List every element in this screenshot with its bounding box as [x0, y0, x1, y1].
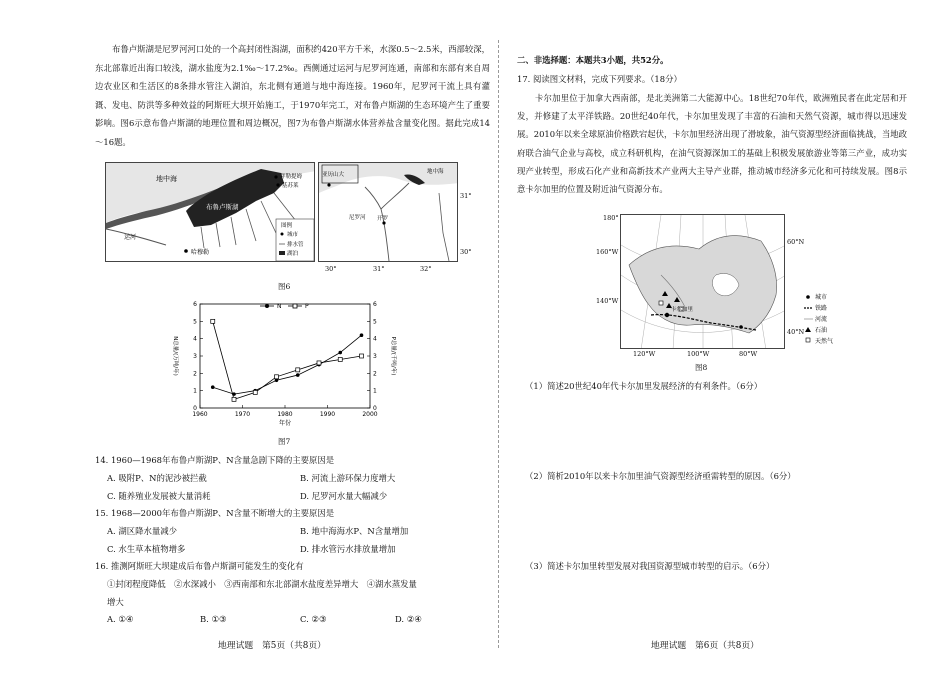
fig7-frame [200, 304, 370, 408]
q17-paragraph: 卡尔加里位于加拿大西南部，是北美洲第二大能源中心。18世纪70年代，欧洲殖民者在此定居和开发，并修建了太平洋铁路。20世纪40年代，卡尔加里发现了丰富的石油和天然气资源，城市得以迅速发展。2010年以来全球原油价格跌宕起伏，卡尔加里经济出现了滑坡象，油气资源型经济面临挑战，当地政府联合油气企业与高校，成立科研机构，在油气资源深加工的基础上积极发展旅游业等第三产业，成功实现产业转型，形成石化产业和高新技术产业两大主导产业群，推动城市经济多元化和可持续发展。图8示意卡尔加里的位置及附近油气资源分布。 [517, 93, 907, 195]
fig7-x-tick-label: 1970 [234, 411, 251, 418]
fig7-point-p [232, 397, 236, 401]
fig7-point-n [338, 351, 342, 355]
q16-option-a[interactable]: A. ①④ [107, 614, 134, 624]
fig8-legend-oil: 石油 [815, 327, 828, 334]
q16-options-line2: 增大 [107, 597, 124, 607]
fig8-lon-80: 80°W [739, 350, 758, 358]
fig8-city-east-marker [739, 325, 743, 329]
q17-part2: （2）简析2010年以来卡尔加里油气资源型经济亟需转型的原因。（6分） [525, 471, 796, 481]
fig6-inset-river: 尼罗河 [349, 215, 366, 221]
fig6-lon-3: 32° [420, 265, 432, 273]
fig7-ylabel-left: N总量/(万吨/年) [172, 336, 178, 376]
fig6-inset-sea: 地中海 [427, 169, 444, 175]
fig6-main-map [105, 162, 315, 262]
fig6-canal-label: 运河 [124, 234, 137, 241]
q17-part1-answer-area[interactable] [525, 396, 905, 466]
city-marker-top2 [276, 183, 279, 186]
fig8-calgary-marker [665, 313, 669, 317]
fig7-point-p [296, 368, 300, 372]
q14-option-d[interactable]: D. 尼罗河水量大幅减少 [300, 491, 388, 501]
fig7-x-tick-label: 1960 [192, 411, 208, 418]
q17-stem: 17. 阅读图文材料，完成下列要求。（18分） [517, 74, 682, 84]
fig8-lon-120: 120°W [633, 350, 656, 358]
legend-city-icon [281, 233, 284, 236]
intro-paragraph: 布鲁卢斯湖是尼罗河河口处的一个高封闭性潟湖，面积约420平方千米，水深0.5～2.5米，西部较深，东北部靠近出海口较浅，湖水盐度为2.1‰～17.2‰。西侧通过运河与尼罗河连通，南部和东部有来自周边农业区和生活区的8条排水管注入湖泊，东北侧有通道与地中海连接。1960年，尼罗河干流上具有灌溉、发电、防洪等多种效益的阿斯旺大坝开始施工，于1970年完工，对布鲁卢斯湖的生态环境产生了重要影响。图6示意布鲁卢斯湖的地理位置和周边概况，图7为布鲁卢斯湖水体营养盐含量变化图。据此完成14～16题。 [95, 44, 490, 147]
fig6-legend-lake: 湖泊 [287, 251, 299, 257]
q16-option-b[interactable]: B. ①③ [200, 614, 227, 624]
fig7-y-right-tick-label: 3 [373, 353, 377, 360]
city-marker-top1 [274, 175, 277, 178]
fig8-legend-oil-icon [805, 327, 811, 332]
page-divider [498, 40, 499, 648]
fig8-legend-city: 城市 [815, 294, 828, 301]
fig6-city-top1: 拜勒提姆 [280, 174, 303, 180]
fig7-point-n [296, 373, 300, 377]
fig8-lon-100: 100°W [687, 350, 710, 358]
section-title: 二、非选择题：本题共3小题，共52分。 [517, 55, 669, 65]
fig6-main-map-svg [106, 163, 315, 262]
fig6-inset-map [318, 162, 458, 262]
q17-part2-answer-area[interactable] [525, 486, 905, 556]
fig7-y-right-tick-label: 5 [373, 318, 377, 326]
fig7-point-p [211, 319, 215, 323]
q15-option-c[interactable]: C. 水生草本植物增多 [107, 544, 186, 554]
q16-options-line1: ①封闭程度降低 ②水深减小 ③西南部和东北部湖水盐度差异增大 ④湖水蒸发量 [107, 579, 417, 589]
fig8-lat-40: 40°N [787, 328, 805, 336]
fig7-y-right-tick-label: 4 [373, 335, 377, 343]
fig7-axes [172, 301, 398, 427]
fig6-lon-1: 30° [325, 265, 337, 273]
fig7-ylabel-right: P总量/(千吨/年) [390, 336, 396, 376]
fig6-sea-label: 地中海 [156, 175, 177, 183]
fig6-legend-title: 图例 [281, 223, 293, 229]
q14-option-a[interactable]: A. 吸附P、N的泥沙被拦截 [107, 473, 207, 483]
fig7-point-p [275, 375, 279, 379]
q14-option-c[interactable]: C. 随养殖业发展被大量消耗 [107, 491, 211, 501]
legend-lake-icon [279, 251, 285, 255]
fig7-point-p [360, 354, 364, 358]
fig8-map [620, 214, 785, 349]
fig7-point-n [360, 333, 364, 337]
q15-stem: 15. 1968—2000年布鲁卢斯湖P、N含量不断增大的主要原因是 [95, 508, 335, 518]
q17-part1: （1）简述20世纪40年代卡尔加里发展经济的有利条件。（6分） [525, 381, 763, 391]
q15-option-d[interactable]: D. 排水管污水排放量增加 [300, 544, 396, 554]
fig8-legend-city-icon [806, 295, 810, 299]
fig6-caption: 图6 [278, 282, 291, 291]
right-footer: 地理试题 第6页（共8页） [651, 641, 759, 651]
fig7-caption: 图7 [278, 437, 291, 446]
fig6-inset-city1: 亚历山大 [322, 172, 345, 178]
fig6-legend-drain: 排水管 [287, 242, 304, 248]
fig7-y-left-tick-label: 1 [193, 387, 197, 395]
fig6-city-left: 哈穆勒 [191, 249, 210, 256]
fig7-point-p [317, 361, 321, 365]
q17-part3-answer-area[interactable] [525, 576, 905, 631]
fig7-y-left-tick-label: 2 [193, 370, 197, 378]
q14-option-b[interactable]: B. 河流上游环保力度增大 [300, 473, 396, 483]
q15-option-b[interactable]: B. 地中海海水P、N含量增加 [300, 526, 409, 536]
q15-option-a[interactable]: A. 湖区降水量减少 [107, 526, 177, 536]
fig7-point-p [338, 357, 342, 361]
fig7-y-left-tick-label: 3 [193, 353, 197, 360]
right-page [503, 0, 950, 688]
fig6-lake-label: 布鲁卢斯湖 [206, 203, 239, 211]
fig8-legend-gas-icon [806, 338, 810, 342]
fig6-inset-svg [319, 163, 458, 262]
fig8-legend-rail: 铁路 [815, 305, 828, 312]
fig7-x-tick-label: 2000 [362, 411, 378, 418]
fig7-marks [211, 319, 364, 401]
fig7-y-right-tick-label: 1 [373, 387, 377, 395]
legend-n-marker [265, 304, 269, 308]
fig6-lat-1: 31° [460, 192, 472, 200]
fig8-lat-140: 140°W [596, 297, 619, 305]
fig7-xlabel: 年份 [278, 420, 292, 427]
fig7-point-p [253, 390, 257, 394]
fig7-y-left-tick-label: 0 [193, 405, 197, 412]
fig6-lon-2: 31° [373, 265, 385, 273]
fig8-legend-gas: 天然气 [815, 338, 834, 345]
fig7-series-n-line [213, 335, 362, 394]
fig7-y-left-tick-label: 5 [193, 318, 197, 326]
city-marker-left [184, 249, 188, 253]
fig8-lat-160: 160°W [596, 248, 619, 256]
fig8-caption: 图8 [695, 363, 708, 372]
fig8-legend-svg [803, 292, 863, 348]
fig8-legend [803, 292, 863, 348]
inset-city1-marker [327, 183, 330, 186]
fig7-y-left-tick-label: 4 [193, 335, 197, 343]
fig8-calgary-label: 卡尔加里 [671, 307, 694, 313]
fig7-chart [160, 296, 400, 428]
fig7-y-left-tick-label: 6 [193, 301, 197, 308]
fig7-x-tick-label: 1980 [277, 411, 293, 418]
q14-stem: 14. 1960—1968年布鲁卢斯湖P、N含量急剧下降的主要原因是 [95, 455, 335, 465]
left-footer: 地理试题 第5页（共8页） [218, 641, 326, 651]
legend-p-marker [293, 304, 297, 308]
q17-part3: （3）简述卡尔加里转型发展对我国资源型城市转型的启示。（6分） [525, 561, 775, 571]
q16-stem: 16. 推测阿斯旺大坝建成后布鲁卢斯湖可能发生的变化有 [95, 561, 304, 571]
q16-option-d[interactable]: D. ②④ [395, 614, 422, 624]
fig7-x-tick-label: 1990 [319, 411, 336, 418]
fig7-y-right-tick-label: 2 [373, 370, 377, 378]
fig8-map-svg [621, 215, 785, 349]
fig6-lat-2: 30° [460, 248, 472, 256]
fig8-lat-60: 60°N [787, 238, 805, 246]
fig6-inset-city2: 开罗 [377, 216, 389, 222]
fig7-point-n [211, 385, 215, 389]
fig7-legend-n: N [277, 303, 282, 310]
fig8-lat-top: 180° [603, 214, 619, 222]
fig8-legend-river: 河流 [815, 316, 828, 323]
q16-option-c[interactable]: C. ②③ [300, 614, 327, 624]
fig7-y-right-tick-label: 0 [373, 405, 377, 412]
fig6-legend-city: 城市 [287, 232, 299, 238]
fig7-legend-p: P [305, 303, 309, 310]
fig6-city-top2: 基苏莱 [282, 183, 299, 189]
fig7-y-right-tick-label: 6 [373, 301, 377, 308]
